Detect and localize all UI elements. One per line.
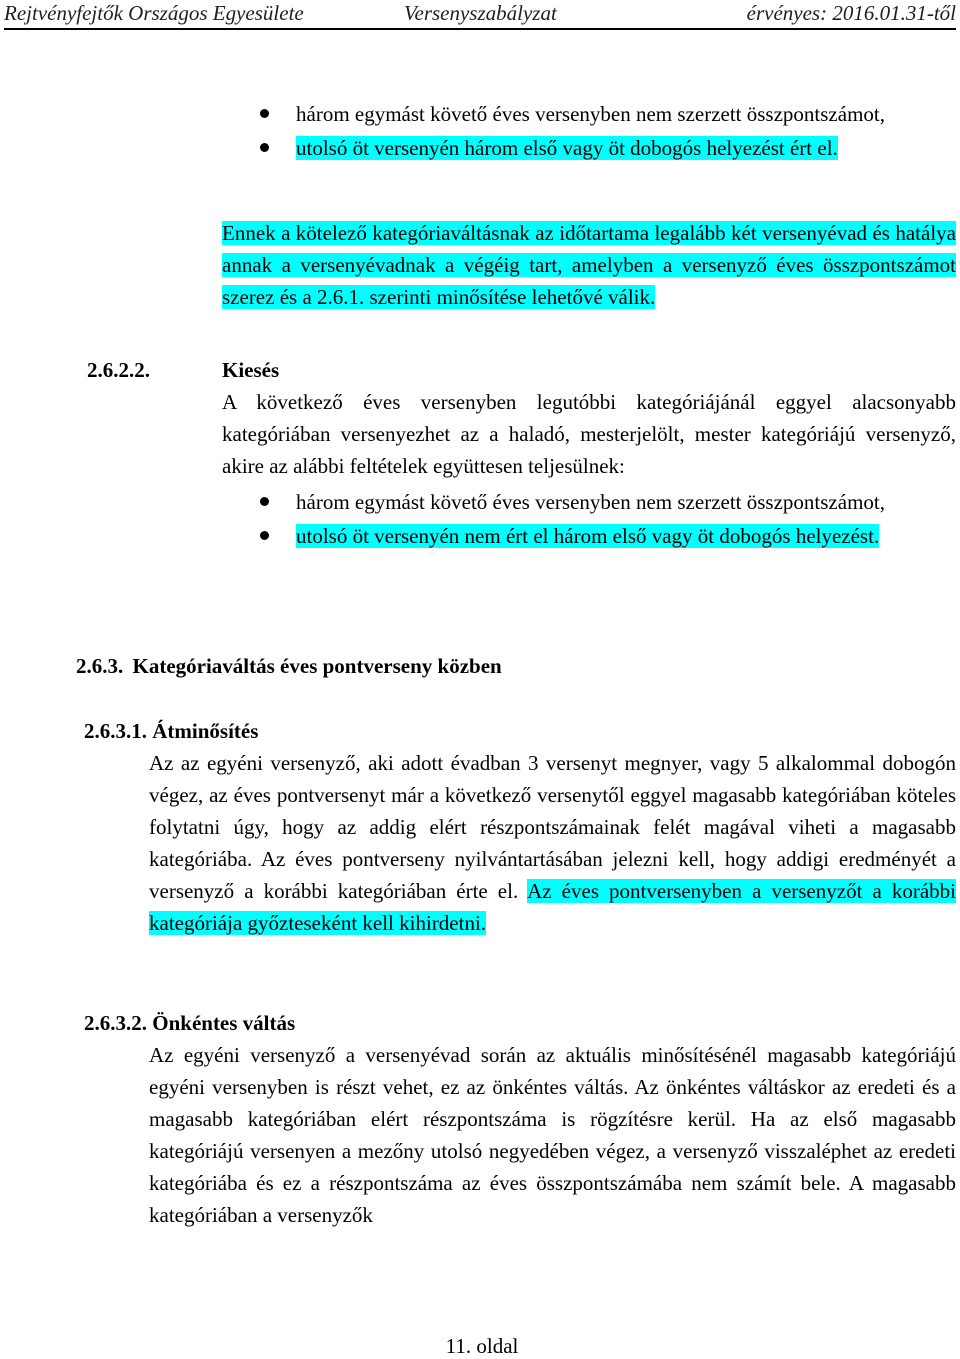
paragraph-text: Az az egyéni versenyző, aki adott évadban 3 versenyt megnyer, vagy 5 alkalommal dobogón végez, az éves pontversenyt már a következő versenytől eggyel magasabb kategóriában köteles folytatni úgy, hogy az addig elért részpontszámainak felét magával viheti a magasabb kategóriába. Az éves pontverseny nyilvántartásában jelezni kell, hogy addigi eredményét a versenyző a korábbi kategóriában érte el. [149,751,956,903]
list-item [260,486,956,518]
bullet-icon [260,109,269,118]
page-footer [0,1334,960,1359]
header-organization: Rejtvényfejtők Országos Egyesülete [4,1,304,25]
section-number-2631: 2.6.3.1. [84,719,147,743]
paragraph-atminosites [149,747,956,939]
bullet-icon [260,143,269,152]
bullet-text-highlighted: utolsó öt versenyén nem ért el három első vagy öt dobogós helyezést. [296,524,880,548]
kieses-bullet-list [260,486,956,554]
bullet-icon [260,531,269,540]
section-number-2632: 2.6.3.2. [84,1011,147,1035]
paragraph-mandatory-change [222,217,956,313]
section-title-atminosites: Átminősítés [152,719,259,743]
bullet-icon [260,497,269,506]
header-document-title: Versenyszabályzat [404,1,557,25]
top-bullet-list [260,98,956,166]
section-number-2622: 2.6.2.2. [87,358,150,382]
page-header [4,0,956,30]
bullet-text: három egymást követő éves versenyben nem szerzett összpontszámot, [296,490,885,514]
section-title-263: Kategóriaváltás éves pontverseny közben [132,654,502,678]
highlighted-text: Az éves pontversenyben a versenyzőt a korábbi kategóriája győzteseként kell kihirdetni. [149,879,956,935]
section-title-kieses: Kiesés [222,358,280,382]
section-number-263: 2.6.3. [76,654,124,678]
list-item [260,520,956,552]
paragraph-onkentes-valtas: Az egyéni versenyző a versenyévad során az aktuális minősítésénél magasabb kategóriájú egyéni versenyben is részt vehet, ez az önkéntes váltás. Az önkéntes váltáskor az eredeti és a magasabb kategóriában elért részpontszáma is rögzítésre kerül. Ha az első magasabb kategóriájú versenyen a mezőny utolsó negyedében végez, a versenyző visszaléphet az eredeti kategóriába és ez a részpontszáma az éves összpontszámába nem számít bele. A magasabb kategóriában a versenyzők [149,1043,956,1227]
bullet-text: három egymást követő éves versenyben nem szerzett összpontszámot, [296,102,885,126]
highlighted-text: Ennek a kötelező kategóriaváltásnak az időtartama legalább két versenyévad és hatálya annak a versenyévadnak a végéig tart, amelyben a versenyző éves összpontszámot szerez és a 2.6.1. szerinti minősítése lehetővé válik. [222,221,956,309]
list-item [260,132,956,164]
section-heading-2631 [84,715,258,747]
list-item [260,98,956,130]
section-heading-2632 [84,1007,295,1039]
section-title-onkentes-valtas: Önkéntes váltás [152,1011,296,1035]
header-validity: érvényes: 2016.01.31-től [746,1,956,25]
page-number: 11. oldal [445,1334,519,1358]
paragraph-kieses: A következő éves versenyben legutóbbi kategóriájánál eggyel alacsonyabb kategóriában versenyezhet az a haladó, mesterjelölt, mester kategóriájú versenyző, akire az alábbi feltételek együttesen teljesülnek: [222,390,956,478]
section-heading-263 [76,650,502,682]
bullet-text-highlighted: utolsó öt versenyén három első vagy öt dobogós helyezést ért el. [296,136,838,160]
